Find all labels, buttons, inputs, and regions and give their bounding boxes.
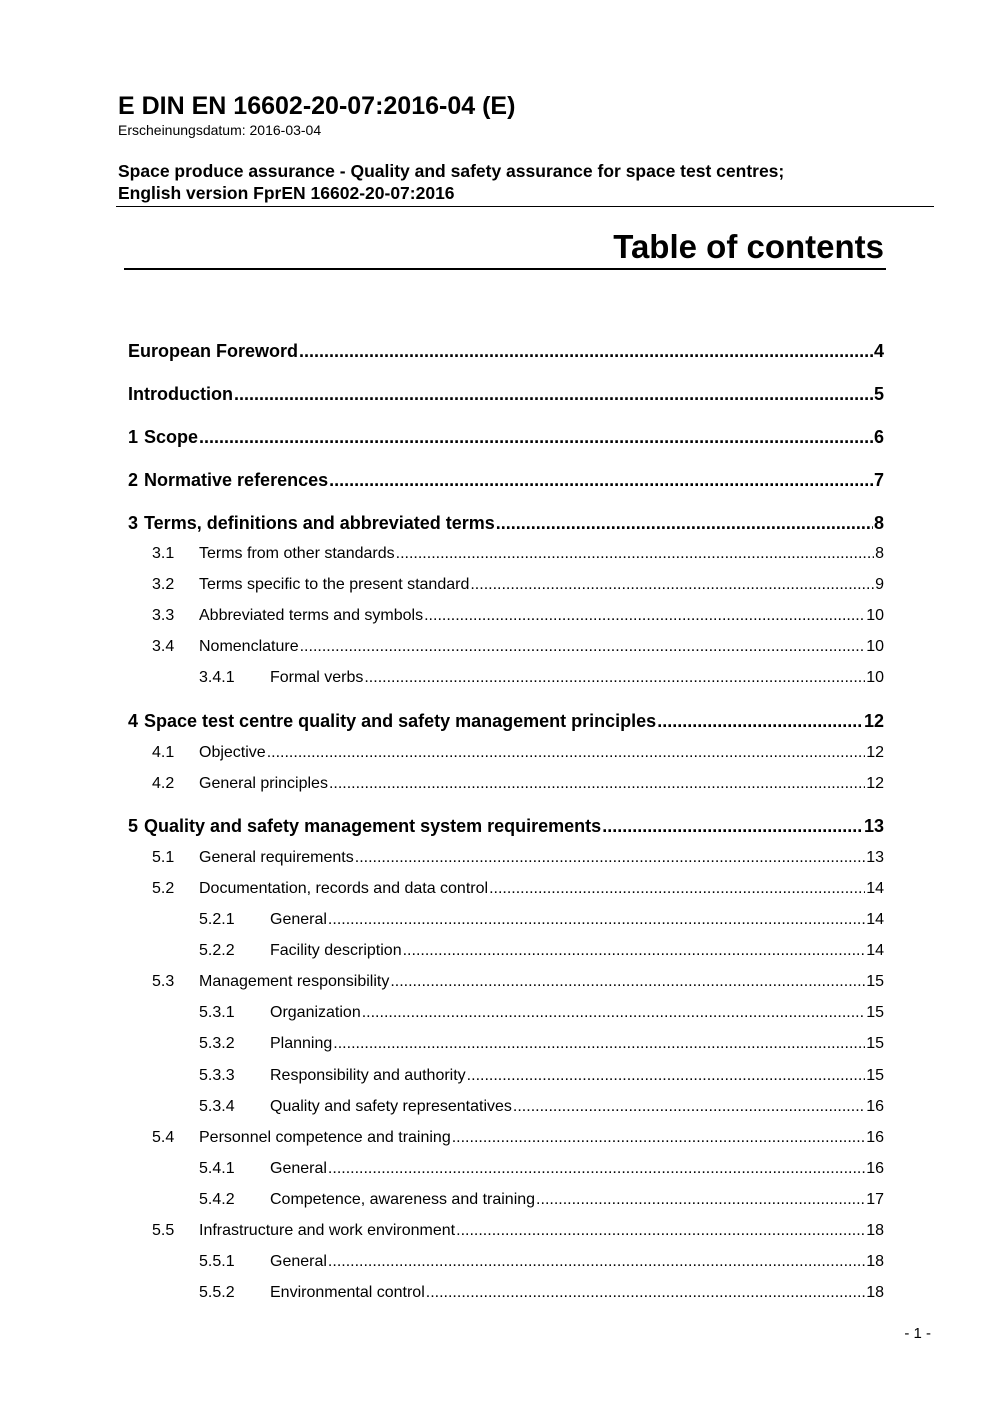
toc-entry-page: 12 [863, 711, 884, 731]
toc-dot-leader [452, 1129, 865, 1147]
toc-dot-leader [333, 1035, 865, 1053]
toc-entry-number: 5 [128, 816, 139, 836]
toc-dot-leader [329, 775, 865, 793]
toc-entry-page: 16 [866, 1129, 884, 1146]
toc-entry-page: 10 [866, 638, 884, 655]
toc-entry-number: 5.1 [152, 849, 175, 866]
toc-dot-leader [496, 513, 873, 534]
toc-entry[interactable] [128, 470, 884, 491]
toc-entry[interactable] [152, 607, 884, 625]
toc-entry-number: 5.5.1 [199, 1253, 235, 1270]
toc-entry-page: 16 [866, 1160, 884, 1177]
toc-entry-page: 12 [866, 775, 884, 792]
toc-entry-number: 3.1 [152, 545, 175, 562]
toc-entry-page: 8 [875, 545, 884, 562]
toc-entry-number: 5.4.2 [199, 1191, 235, 1208]
toc-entry-label: Nomenclature [199, 638, 299, 655]
toc-entry[interactable] [199, 669, 884, 687]
toc-dot-leader [355, 849, 865, 867]
toc-entry[interactable] [152, 576, 884, 594]
toc-entry-label: Terms, definitions and abbreviated terms [144, 513, 495, 533]
toc-entry-page: 12 [866, 744, 884, 761]
toc-entry-label: European Foreword [128, 341, 299, 361]
toc-dot-leader [424, 607, 865, 625]
toc-dot-leader [299, 341, 873, 362]
toc-entry[interactable] [128, 341, 884, 362]
toc-entry-label: General [270, 1253, 327, 1270]
toc-entry-number: 3.3 [152, 607, 175, 624]
toc-entry-label: Quality and safety representatives [270, 1098, 512, 1115]
toc-entry-label: Scope [144, 427, 199, 447]
toc-entry-number: 4 [128, 711, 139, 731]
toc-entry[interactable] [152, 775, 884, 793]
toc-dot-leader [536, 1191, 865, 1209]
toc-dot-leader [329, 470, 873, 491]
subtitle-line-2: English version FprEN 16602-20-07:2016 [118, 183, 455, 203]
toc-entry-label: Competence, awareness and training [270, 1191, 536, 1208]
toc-dot-leader [328, 1253, 865, 1271]
toc-dot-leader [489, 880, 865, 898]
toc-entry-page: 17 [866, 1191, 884, 1208]
toc-entry-page: 13 [863, 816, 884, 836]
toc-entry-label: Objective [199, 744, 266, 761]
toc-entry[interactable] [128, 384, 884, 405]
toc-entry-label: Planning [270, 1035, 333, 1052]
toc-entry[interactable] [199, 1098, 884, 1116]
toc-dot-leader [199, 427, 873, 448]
toc-dot-leader [300, 638, 866, 656]
toc-entry[interactable] [199, 1160, 884, 1178]
toc-dot-leader [396, 545, 874, 563]
toc-entry[interactable] [199, 1035, 884, 1053]
toc-entry-label: Terms specific to the present standard [199, 576, 470, 593]
toc-entry-label: Quality and safety management system requirements [144, 816, 602, 836]
document-title: E DIN EN 16602-20-07:2016-04 (E) [118, 92, 516, 120]
toc-entry-page: 14 [866, 942, 884, 959]
toc-entry-page: 4 [873, 341, 884, 361]
toc-entry-label: General [270, 1160, 327, 1177]
toc-entry-page: 15 [866, 1067, 884, 1084]
toc-entry[interactable] [152, 849, 884, 867]
toc-entry[interactable] [128, 513, 884, 534]
toc-entry-label: Responsibility and authority [270, 1067, 466, 1084]
toc-entry-page: 13 [866, 849, 884, 866]
toc-entry[interactable] [152, 545, 884, 563]
toc-dot-leader [362, 1004, 865, 1022]
toc-entry-page: 10 [866, 607, 884, 624]
toc-entry-page: 14 [866, 880, 884, 897]
toc-entry-number: 5.4.1 [199, 1160, 235, 1177]
toc-entry-number: 5.3.4 [199, 1098, 235, 1115]
toc-dot-leader [470, 576, 874, 594]
toc-entry[interactable] [199, 1004, 884, 1022]
toc-dot-leader [328, 911, 865, 929]
toc-entry-label: General requirements [199, 849, 354, 866]
toc-entry-number: 3 [128, 513, 139, 533]
toc-dot-leader [467, 1067, 866, 1085]
toc-entry-number: 3.4.1 [199, 669, 235, 686]
toc-entry[interactable] [152, 973, 884, 991]
toc-entry-label: Abbreviated terms and symbols [199, 607, 424, 624]
toc-entry-number: 1 [128, 427, 139, 447]
toc-dot-leader [390, 973, 865, 991]
toc-entry-label: Introduction [128, 384, 233, 404]
toc-entry-label: Environmental control [270, 1284, 425, 1301]
toc-entry[interactable] [152, 1222, 884, 1240]
toc-entry-page: 18 [866, 1253, 884, 1270]
subtitle-line-1: Space produce assurance - Quality and safety assurance for space test centres; [118, 161, 785, 181]
toc-dot-leader [602, 816, 863, 837]
toc-entry-page: 10 [866, 669, 884, 686]
toc-entry-number: 5.3.3 [199, 1067, 235, 1084]
toc-dot-leader [456, 1222, 865, 1240]
page-number: - 1 - [904, 1325, 931, 1342]
toc-entry[interactable] [152, 638, 884, 656]
toc-entry[interactable] [199, 942, 884, 960]
toc-dot-leader [403, 942, 866, 960]
toc-heading: Table of contents [613, 228, 884, 265]
toc-entry-page: 7 [873, 470, 884, 490]
toc-entry-page: 15 [866, 1035, 884, 1052]
toc-entry-label: General principles [199, 775, 328, 792]
toc-entry[interactable] [152, 880, 884, 898]
toc-entry-number: 2 [128, 470, 139, 490]
toc-entry-label: Facility description [270, 942, 402, 959]
toc-dot-leader [426, 1284, 865, 1302]
toc-entry-number: 5.2.2 [199, 942, 235, 959]
toc-entry-number: 5.2.1 [199, 911, 235, 928]
toc-dot-leader [657, 711, 863, 732]
toc-entry-label: Terms from other standards [199, 545, 395, 562]
toc-entry-page: 6 [873, 427, 884, 447]
toc-dot-leader [513, 1098, 865, 1116]
toc-entry-page: 18 [866, 1284, 884, 1301]
toc-entry-page: 14 [866, 911, 884, 928]
toc-entry-number: 4.1 [152, 744, 175, 761]
toc-entry-number: 5.3 [152, 973, 175, 990]
toc-entry-page: 8 [873, 513, 884, 533]
toc-entry[interactable] [199, 1253, 884, 1271]
publication-date: Erscheinungsdatum: 2016-03-04 [118, 122, 322, 138]
toc-entry[interactable] [199, 1284, 884, 1302]
toc-entry-label: Personnel competence and training [199, 1129, 451, 1146]
toc-entry[interactable] [128, 711, 884, 732]
toc-entry[interactable] [199, 911, 884, 929]
toc-entry[interactable] [128, 427, 884, 448]
toc-entry-page: 18 [866, 1222, 884, 1239]
toc-entry-page: 16 [866, 1098, 884, 1115]
toc-entry-number: 3.2 [152, 576, 175, 593]
toc-entry[interactable] [152, 744, 884, 762]
toc-entry-label: Documentation, records and data control [199, 880, 489, 897]
toc-dot-leader [364, 669, 865, 687]
toc-entry-label: Organization [270, 1004, 361, 1021]
toc-entry[interactable] [199, 1067, 884, 1085]
toc-entry-page: 9 [875, 576, 884, 593]
toc-dot-leader [328, 1160, 865, 1178]
toc-entry-label: Normative references [144, 470, 329, 490]
toc-entry-number: 4.2 [152, 775, 175, 792]
toc-entry-page: 15 [866, 973, 884, 990]
toc-entry-label: Formal verbs [270, 669, 364, 686]
toc-entry[interactable] [199, 1191, 884, 1209]
toc-entry-number: 5.5.2 [199, 1284, 235, 1301]
toc-entry-label: Management responsibility [199, 973, 390, 990]
toc-entry-number: 5.3.2 [199, 1035, 235, 1052]
toc-entry-label: General [270, 911, 327, 928]
toc-entry-number: 5.5 [152, 1222, 175, 1239]
toc-entry-page: 15 [866, 1004, 884, 1021]
toc-entry-number: 5.2 [152, 880, 175, 897]
toc-entry-page: 5 [873, 384, 884, 404]
toc-dot-leader [234, 384, 873, 405]
toc-entry-number: 5.4 [152, 1129, 175, 1146]
toc-entry[interactable] [152, 1129, 884, 1147]
toc-entry-label: Space test centre quality and safety management principles [144, 711, 657, 731]
toc-entry-label: Infrastructure and work environment [199, 1222, 456, 1239]
toc-entry-number: 5.3.1 [199, 1004, 235, 1021]
toc-dot-leader [267, 744, 866, 762]
toc-entry-number: 3.4 [152, 638, 175, 655]
toc-entry[interactable] [128, 816, 884, 837]
